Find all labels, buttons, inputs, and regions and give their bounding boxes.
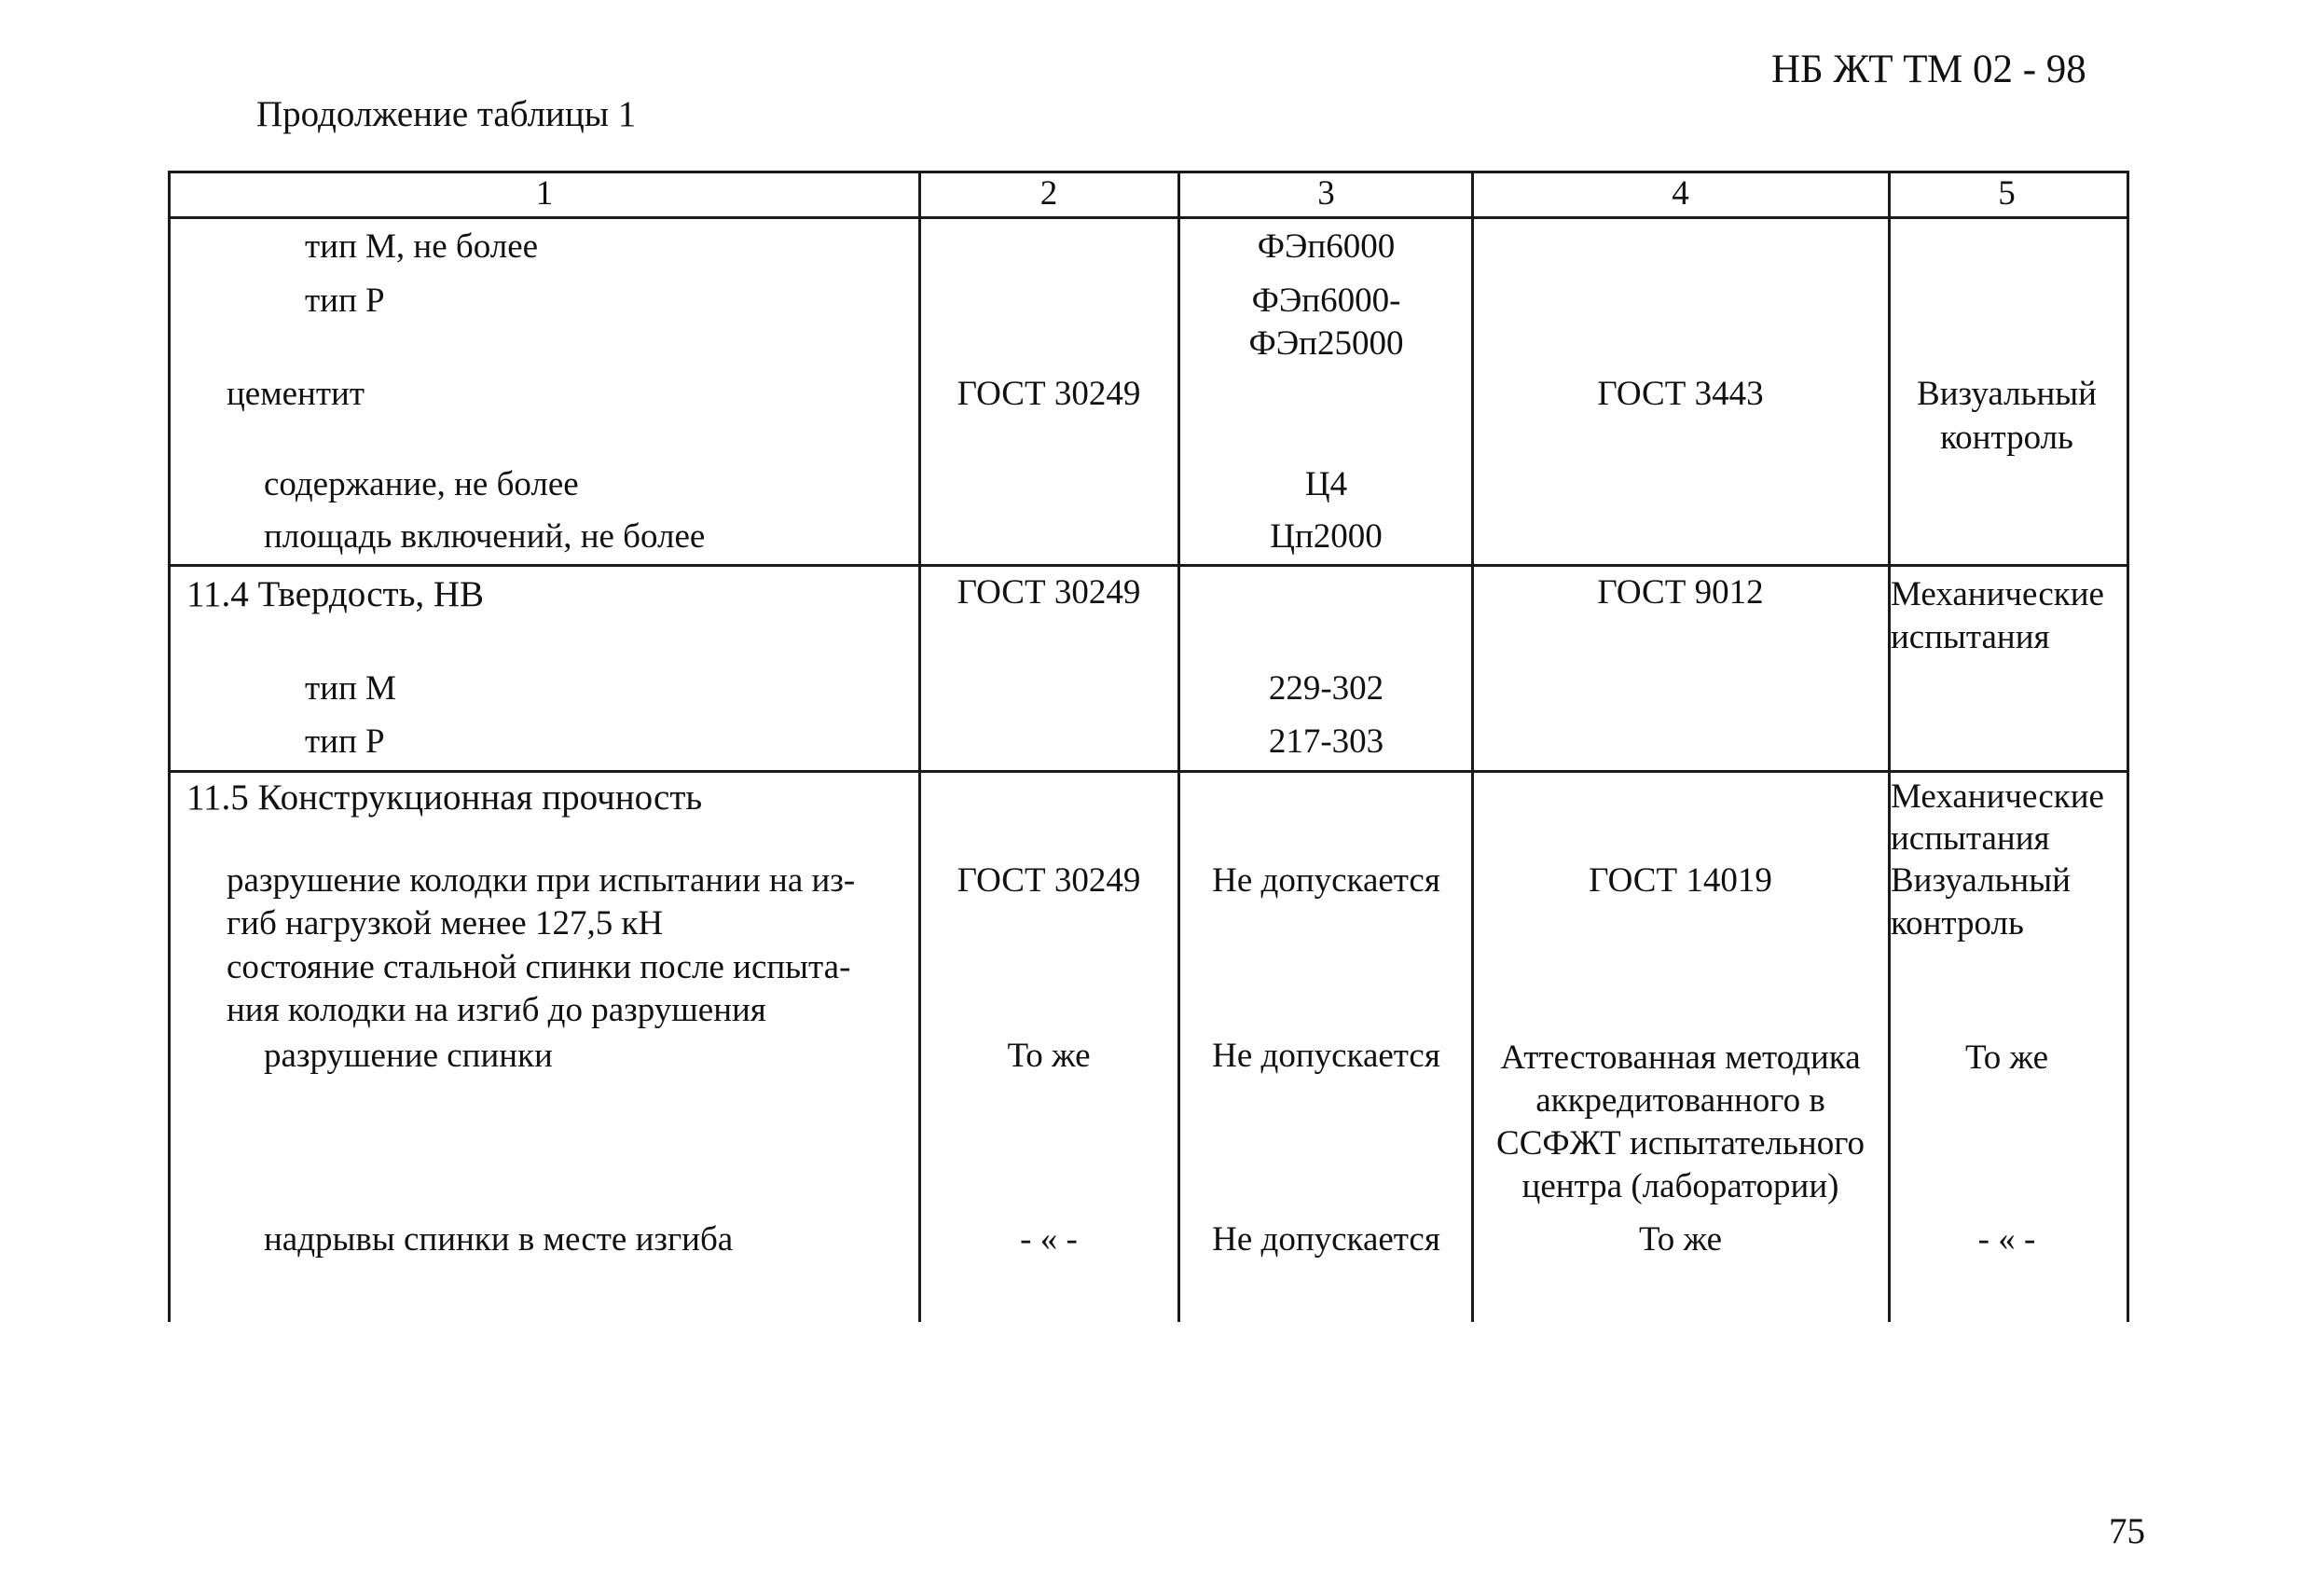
row-1-col-1: тип Р: [305, 282, 385, 320]
row-11-col-4-line-4: центра (лаборатории): [1521, 1167, 1839, 1205]
column-header-5: 5: [1998, 174, 2016, 213]
column-header-1: 1: [535, 174, 554, 213]
page-number: 75: [2109, 1511, 2145, 1551]
row-5-col-1: 11.4 Твердость, НВ: [186, 574, 485, 614]
row-8-col-5-line-2: испытания: [1891, 819, 2050, 858]
row-0-col-1: тип М, не более: [305, 227, 539, 266]
column-header-4: 4: [1672, 174, 1689, 213]
row-6-col-1: тип М: [305, 669, 396, 708]
row-5-col-5-line-2: испытания: [1891, 618, 2050, 656]
row-11-col-3: Не допускается: [1212, 1037, 1440, 1075]
column-border: [2127, 171, 2129, 1322]
row-9-col-1-line-1: разрушение колодки при испытании на из-: [227, 861, 856, 900]
row-7-col-3: 217-303: [1268, 722, 1384, 761]
row-12-col-4: То же: [1638, 1220, 1723, 1259]
row-5-col-2: ГОСТ 30249: [957, 573, 1141, 612]
row-6-col-3: 229-302: [1268, 669, 1384, 708]
row-divider: [168, 564, 2129, 567]
row-4-col-3: Цп2000: [1270, 517, 1383, 556]
row-9-col-5-line-2: контроль: [1891, 904, 2024, 942]
row-4-col-1: площадь включений, не более: [264, 517, 706, 556]
row-3-col-1: содержание, не более: [264, 465, 579, 503]
row-0-col-3: ФЭп6000: [1257, 227, 1396, 266]
row-9-col-5-line-1: Визуальный: [1891, 861, 2071, 900]
column-border: [918, 171, 921, 1322]
row-5-col-5-line-1: Механические: [1891, 575, 2104, 613]
row-1-col-3-line-2: ФЭп25000: [1248, 324, 1404, 363]
row-9-col-3: Не допускается: [1212, 861, 1440, 900]
column-header-3: 3: [1317, 174, 1335, 213]
row-12-col-5: - « -: [1977, 1220, 2036, 1259]
header-bottom-border: [168, 216, 2129, 219]
row-2-col-5-line-2: контроль: [1940, 419, 2073, 457]
document-code: НБ ЖТ ТМ 02 - 98: [1771, 48, 2086, 91]
row-11-col-4-line-3: ССФЖТ испытательного: [1496, 1124, 1865, 1163]
row-11-col-1: разрушение спинки: [264, 1037, 553, 1075]
row-8-col-5-line-1: Механические: [1891, 777, 2104, 816]
row-7-col-1: тип Р: [305, 722, 385, 761]
row-8-col-1: 11.5 Конструкционная прочность: [186, 777, 703, 818]
row-9-col-2: ГОСТ 30249: [957, 861, 1141, 900]
row-9-col-4: ГОСТ 14019: [1589, 861, 1772, 900]
row-10-col-1-line-2: ния колодки на изгиб до разрушения: [227, 991, 766, 1029]
row-11-col-4-line-1: Аттестованная методика: [1500, 1039, 1861, 1077]
row-12-col-2: - « -: [1020, 1220, 1078, 1259]
row-3-col-3: Ц4: [1304, 465, 1348, 503]
row-11-col-5: То же: [1964, 1039, 2049, 1077]
row-9-col-1-line-2: гиб нагрузкой менее 127,5 кН: [227, 904, 664, 942]
column-border: [168, 171, 171, 1322]
row-5-col-4: ГОСТ 9012: [1597, 573, 1764, 612]
table-continuation-title: Продолжение таблицы 1: [256, 94, 637, 134]
row-1-col-3-line-1: ФЭп6000-: [1251, 282, 1401, 320]
row-2-col-4: ГОСТ 3443: [1597, 375, 1764, 413]
row-12-col-3: Не допускается: [1212, 1220, 1440, 1259]
row-11-col-4-line-2: аккредитованного в: [1535, 1081, 1825, 1120]
row-12-col-1: надрывы спинки в месте изгиба: [264, 1220, 734, 1259]
row-2-col-1: цементит: [227, 375, 365, 413]
column-border: [1888, 171, 1891, 1322]
row-11-col-2: То же: [1007, 1037, 1091, 1075]
row-2-col-2: ГОСТ 30249: [957, 375, 1141, 413]
column-header-2: 2: [1039, 174, 1058, 213]
row-2-col-5-line-1: Визуальный: [1917, 375, 2097, 413]
row-divider: [168, 770, 2129, 773]
row-10-col-1-line-1: состояние стальной спинки после испыта-: [227, 948, 851, 986]
